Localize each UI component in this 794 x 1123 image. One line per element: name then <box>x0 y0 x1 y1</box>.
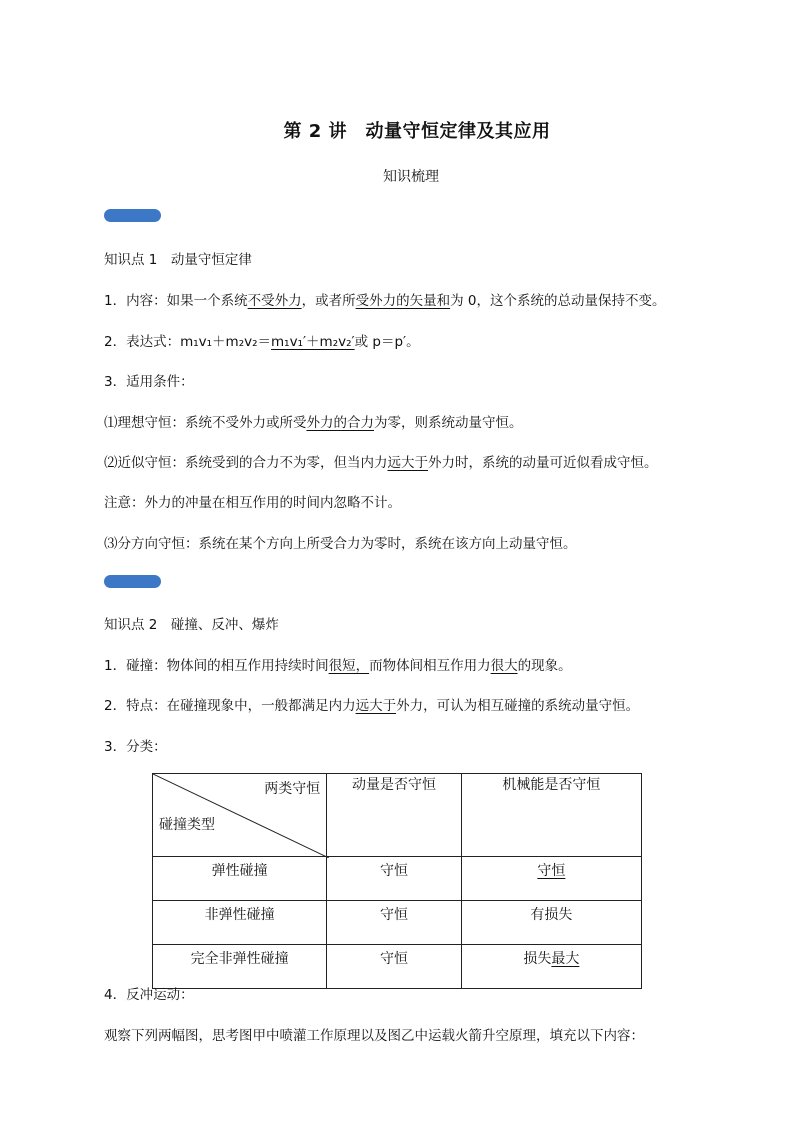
row-energy <box>461 857 641 901</box>
collision-classification-table <box>152 773 642 989</box>
kp1-condition-1: ⑴理想守恒：系统不受外力或所受外力的合力为零，则系统动量守恒。 <box>104 415 523 431</box>
kp2-item4-text: 观察下列两幅图，思考图甲中喷灌工作原理以及图乙中运载火箭升空原理，填充以下内容： <box>104 1028 644 1044</box>
row-energy: 损失最大 <box>461 945 641 989</box>
row-type: 非弹性碰撞 <box>153 901 327 945</box>
kp2-item3: 3．分类： <box>104 739 167 755</box>
row-type: 完全非弹性碰撞 <box>153 945 327 989</box>
header-energy: 机械能是否守恒 <box>461 774 641 857</box>
kp1-condition-2: ⑵近似守恒：系统受到的合力不为零，但当内力远大于外力时，系统的动量可近似看成守恒。 <box>104 455 658 471</box>
section-subtitle: 知识梳理 <box>383 169 439 185</box>
kp1-item1: 1．内容：如果一个系统不受外力，或者所受外力的矢量和为 0，这个系统的总动量保持不变。 <box>104 293 666 309</box>
section-marker-1 <box>104 209 161 222</box>
kp2-heading: 知识点 2 碰撞、反冲、爆炸 <box>104 617 279 633</box>
table-corner-cell <box>153 774 327 857</box>
blank-no-external-force: 不受外力 <box>247 293 302 309</box>
row-type: 弹性碰撞 <box>153 857 327 901</box>
kp1-note: 注意：外力的冲量在相互作用的时间内忽略不计。 <box>104 495 401 511</box>
table-row <box>153 945 642 989</box>
table-row <box>153 901 642 945</box>
kp2-item4: 4．反冲运动： <box>104 987 194 1003</box>
corner-label-bottom: 碰撞类型 <box>159 817 215 833</box>
blank-very-large: 很大 <box>490 658 518 674</box>
row-momentum: 守恒 <box>327 857 461 901</box>
kp2-item2: 2．特点：在碰撞现象中，一般都满足内力远大于外力，可认为相互碰撞的系统动量守恒。 <box>104 698 640 714</box>
blank-very-short: 很短， <box>328 658 370 674</box>
blank-maximum: 最大 <box>551 951 580 967</box>
formula-lhs: m₁v₁＋m₂v₂＝ <box>180 334 272 350</box>
kp1-item2: 2．表达式：m₁v₁＋m₂v₂＝m₁v₁′＋m₂v₂′或 p＝p′。 <box>104 334 420 350</box>
blank-much-greater-2: 远大于 <box>355 698 397 714</box>
table-row <box>153 857 642 901</box>
kp2-item1: 1．碰撞：物体间的相互作用持续时间很短，而物体间相互作用力很大的现象。 <box>104 658 572 674</box>
row-momentum: 守恒 <box>327 901 461 945</box>
kp1-heading: 知识点 1 动量守恒定律 <box>104 252 252 268</box>
blank-vector-sum: 受外力的矢量和 <box>355 293 451 309</box>
header-momentum: 动量是否守恒 <box>327 774 461 857</box>
row-momentum: 守恒 <box>327 945 461 989</box>
blank-much-greater: 远大于 <box>387 455 428 471</box>
kp1-condition-3: ⑶分方向守恒：系统在某个方向上所受合力为零时，系统在该方向上动量守恒。 <box>104 536 577 552</box>
blank-formula-rhs: m₁v₁′＋m₂v₂′ <box>271 334 355 350</box>
corner-label-top: 两类守恒 <box>264 781 321 797</box>
kp1-item3: 3．适用条件： <box>104 374 194 390</box>
blank-net-external-force: 外力的合力 <box>306 415 374 431</box>
blank-energy-conserved: 守恒 <box>537 863 566 879</box>
row-energy: 有损失 <box>461 901 641 945</box>
page-title: 第 2 讲 动量守恒定律及其应用 <box>283 121 551 142</box>
section-marker-2 <box>104 575 161 588</box>
